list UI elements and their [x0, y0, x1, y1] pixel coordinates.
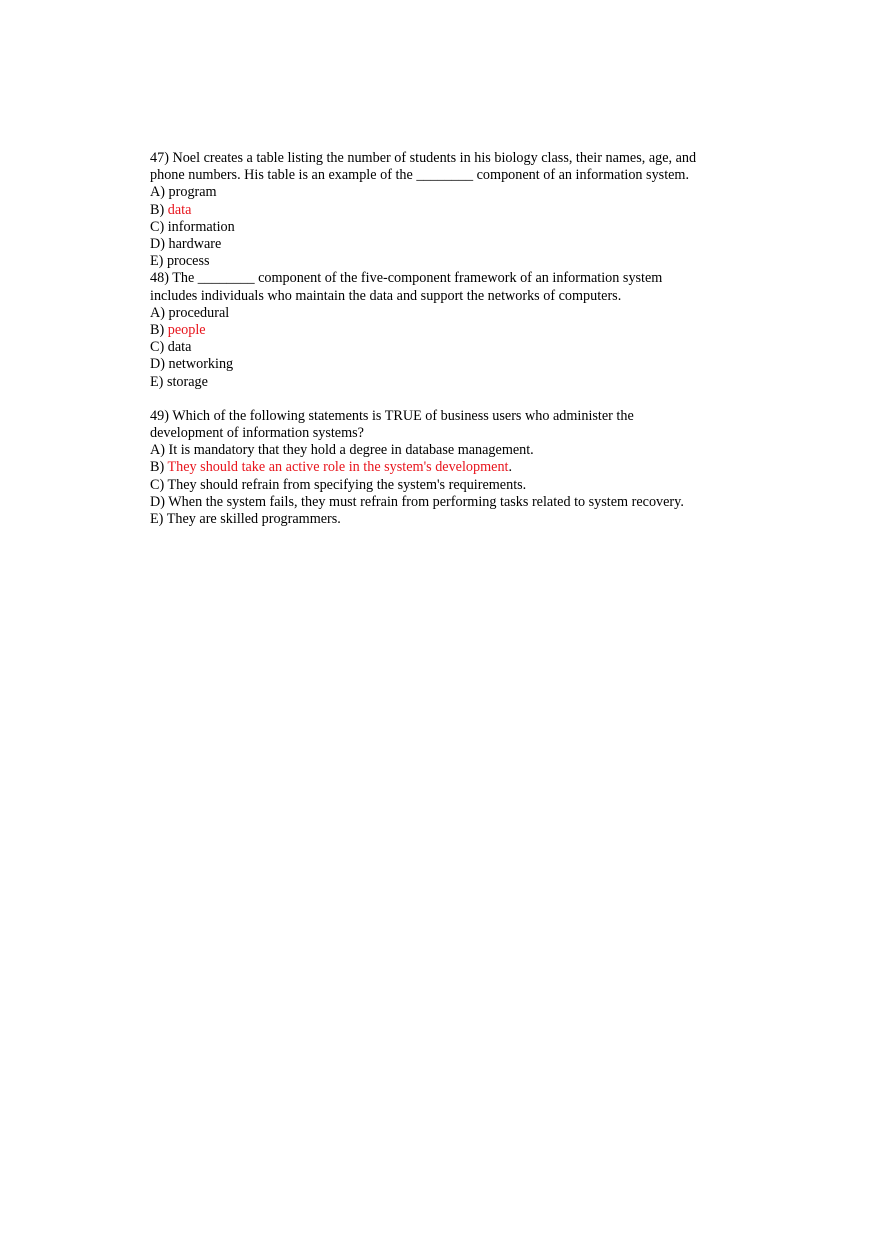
option-text: process — [166, 253, 210, 270]
option-letter: C) — [150, 476, 165, 493]
question-list — [150, 150, 750, 528]
question-spacer — [150, 391, 750, 408]
option-letter: A) — [150, 442, 165, 459]
option-text: They should refrain from specifying the system's requirements. — [167, 476, 527, 493]
option-letter: A) — [150, 304, 165, 321]
answer-option-a — [150, 305, 750, 322]
option-letter: C) — [150, 218, 165, 235]
question-stem-line: 48) The ________ component of the five-component framework of an information system — [150, 270, 663, 287]
option-text: networking — [168, 356, 234, 373]
option-text: program — [168, 184, 217, 201]
option-text: storage — [166, 373, 208, 390]
correct-answer-text: They should take an active role in the system's development — [167, 459, 509, 476]
answer-option-e — [150, 253, 750, 270]
question-stem-line: phone numbers. His table is an example of the ________ component of an information system. — [150, 167, 690, 184]
question-stem-line: 49) Which of the following statements is TRUE of business users who administer the — [150, 407, 634, 424]
option-letter: B) — [150, 201, 165, 218]
option-suffix: . — [508, 459, 513, 476]
answer-option-a — [150, 442, 750, 459]
correct-answer-text: people — [167, 322, 206, 339]
option-text: procedural — [168, 304, 230, 321]
question-47 — [150, 150, 750, 270]
option-letter: E) — [150, 253, 164, 270]
answer-option-b — [150, 459, 750, 476]
question-49 — [150, 408, 750, 528]
option-letter: C) — [150, 339, 165, 356]
option-letter: D) — [150, 493, 165, 510]
answer-option-a — [150, 184, 750, 201]
option-letter: D) — [150, 356, 165, 373]
option-text: hardware — [168, 236, 222, 253]
option-text: data — [167, 339, 192, 356]
answer-option-d — [150, 236, 750, 253]
answer-option-c — [150, 477, 750, 494]
answer-option-b — [150, 322, 750, 339]
option-letter: E) — [150, 373, 164, 390]
question-stem-line: includes individuals who maintain the data and support the networks of computers. — [150, 287, 622, 304]
option-letter: E) — [150, 511, 164, 528]
answer-option-e — [150, 374, 750, 391]
option-letter: A) — [150, 184, 165, 201]
option-text: When the system fails, they must refrain from performing tasks related to system recovery. — [168, 493, 684, 510]
option-letter: B) — [150, 459, 165, 476]
question-stem-line: development of information systems? — [150, 425, 364, 442]
answer-option-e — [150, 511, 750, 528]
option-text: It is mandatory that they hold a degree in database management. — [168, 442, 534, 459]
question-48 — [150, 270, 750, 390]
answer-option-c — [150, 219, 750, 236]
answer-option-d — [150, 494, 750, 511]
answer-option-c — [150, 339, 750, 356]
option-letter: B) — [150, 322, 165, 339]
correct-answer-text: data — [167, 201, 192, 218]
option-letter: D) — [150, 236, 165, 253]
option-text: information — [167, 218, 235, 235]
answer-option-b — [150, 202, 750, 219]
option-text: They are skilled programmers. — [166, 511, 341, 528]
question-stem-line: 47) Noel creates a table listing the number of students in his biology class, their names, age, and — [150, 150, 697, 166]
answer-option-d — [150, 356, 750, 373]
